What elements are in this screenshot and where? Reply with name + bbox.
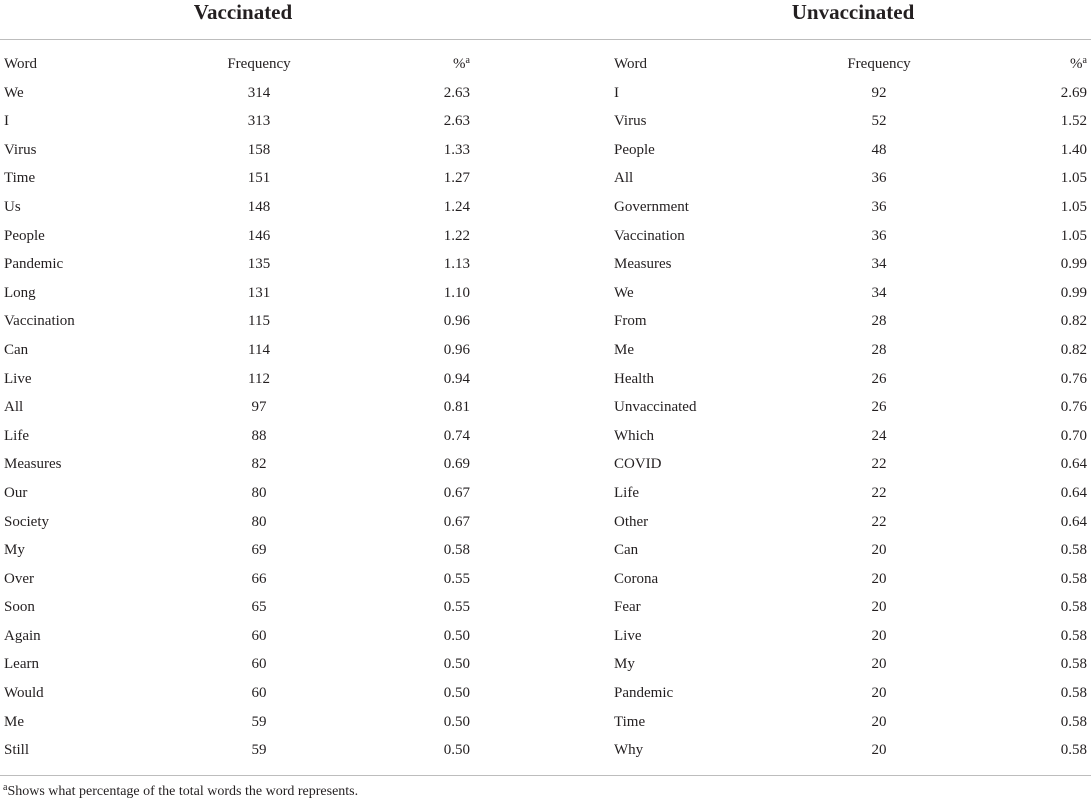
word-cell: Corona — [614, 570, 659, 587]
vaccinated-table — [4, 50, 490, 765]
word-cell: Our — [4, 484, 28, 501]
table-row — [614, 679, 1087, 708]
word-cell: Pandemic — [4, 256, 64, 273]
frequency-cell: 20 — [871, 656, 887, 673]
frequency-cell: 48 — [871, 141, 887, 158]
percent-cell: 0.58 — [1060, 685, 1087, 702]
percent-cell: 1.05 — [1060, 170, 1087, 187]
frequency-cell: 69 — [251, 542, 267, 559]
frequency-cell: 22 — [871, 484, 887, 501]
table-row — [614, 536, 1087, 565]
frequency-cell: 34 — [871, 256, 887, 273]
percent-cell: 0.58 — [443, 542, 470, 559]
frequency-cell: 115 — [248, 313, 270, 330]
table-row — [614, 393, 1087, 422]
word-cell: My — [614, 656, 635, 673]
word-cell: Vaccination — [614, 227, 685, 244]
unvaccinated-table — [614, 50, 1087, 765]
table-row — [4, 307, 490, 336]
footnote-text: Shows what percentage of the total words the word represents. — [7, 784, 359, 799]
word-cell: Government — [614, 198, 689, 215]
word-cell: Over — [4, 570, 34, 587]
frequency-cell: 80 — [251, 513, 267, 530]
percent-cell: 0.69 — [443, 456, 470, 473]
table-row — [4, 593, 490, 622]
frequency-cell: 146 — [247, 227, 271, 244]
frequency-cell: 52 — [871, 113, 887, 130]
table-row — [4, 193, 490, 222]
frequency-cell: 88 — [251, 427, 267, 444]
percent-cell: 1.40 — [1060, 141, 1087, 158]
table-row — [4, 479, 490, 508]
header-row — [4, 50, 490, 79]
percent-cell: 0.67 — [443, 484, 470, 501]
frequency-cell: 97 — [251, 399, 267, 416]
word-cell: Me — [614, 341, 634, 358]
word-cell: People — [614, 141, 655, 158]
frequency-cell: 26 — [871, 399, 887, 416]
frequency-cell: 65 — [251, 599, 267, 616]
frequency-cell: 20 — [871, 542, 887, 559]
table-row — [614, 622, 1087, 651]
frequency-cell: 112 — [248, 370, 270, 387]
percent-cell: 0.58 — [1060, 713, 1087, 730]
frequency-cell: 26 — [871, 370, 887, 387]
word-cell: Soon — [4, 599, 35, 616]
word-cell: Again — [4, 627, 41, 644]
percent-cell: 0.50 — [443, 627, 470, 644]
word-cell: Long — [4, 284, 36, 301]
table-row — [614, 708, 1087, 737]
word-cell: Still — [4, 742, 30, 759]
word-cell: Health — [614, 370, 654, 387]
percent-cell: 1.05 — [1060, 227, 1087, 244]
table-row — [4, 450, 490, 479]
footnote-marker: a — [3, 782, 8, 793]
frequency-cell: 80 — [251, 484, 267, 501]
percent-cell: 0.58 — [1060, 627, 1087, 644]
frequency-cell: 135 — [247, 256, 271, 273]
vaccinated-rows — [4, 79, 490, 765]
table-row — [614, 336, 1087, 365]
frequency-cell: 36 — [871, 198, 887, 215]
percent-cell: 0.64 — [1060, 513, 1087, 530]
percent-cell: 0.55 — [443, 599, 470, 616]
percent-cell: 0.50 — [443, 742, 470, 759]
table-footnote — [3, 783, 358, 801]
percent-cell: 0.99 — [1060, 256, 1087, 273]
table-row — [4, 708, 490, 737]
table-row — [614, 193, 1087, 222]
header-row — [614, 50, 1087, 79]
percent-cell: 0.50 — [443, 713, 470, 730]
frequency-cell: 158 — [247, 141, 271, 158]
table-row — [4, 250, 490, 279]
table-row — [614, 450, 1087, 479]
header-word: Word — [614, 56, 647, 72]
table-row — [4, 107, 490, 136]
frequency-cell: 59 — [251, 713, 267, 730]
percent-cell: 0.64 — [1060, 456, 1087, 473]
table-row — [614, 307, 1087, 336]
frequency-cell: 60 — [251, 685, 267, 702]
table-row — [4, 365, 490, 394]
table-row — [614, 508, 1087, 537]
frequency-cell: 22 — [871, 513, 887, 530]
header-percent — [453, 50, 470, 79]
word-cell: Measures — [4, 456, 62, 473]
word-cell: Life — [4, 427, 29, 444]
table-row — [4, 508, 490, 537]
percent-cell: 0.81 — [443, 399, 470, 416]
table-row — [4, 536, 490, 565]
percent-cell: 2.63 — [443, 84, 470, 101]
word-cell: Unvaccinated — [614, 399, 697, 416]
percent-cell: 1.05 — [1060, 198, 1087, 215]
percent-cell: 0.67 — [443, 513, 470, 530]
percent-cell: 0.96 — [443, 313, 470, 330]
frequency-cell: 20 — [871, 570, 887, 587]
word-cell: I — [614, 84, 619, 101]
percent-cell: 0.96 — [443, 341, 470, 358]
word-cell: Other — [614, 513, 649, 530]
percent-cell: 0.55 — [443, 570, 470, 587]
frequency-cell: 28 — [871, 341, 887, 358]
frequency-cell: 24 — [871, 427, 887, 444]
frequency-cell: 114 — [248, 341, 270, 358]
top-rule — [0, 39, 1091, 40]
table-row — [614, 593, 1087, 622]
percent-cell: 0.58 — [1060, 542, 1087, 559]
percent-cell: 0.58 — [1060, 656, 1087, 673]
header-percent-footnote-marker: a — [465, 55, 470, 66]
table-row — [614, 479, 1087, 508]
word-cell: Pandemic — [614, 685, 674, 702]
frequency-cell: 92 — [871, 84, 887, 101]
word-cell: Time — [614, 713, 646, 730]
percent-cell: 0.76 — [1060, 370, 1087, 387]
table-row — [614, 136, 1087, 165]
percent-cell: 1.27 — [443, 170, 470, 187]
bottom-rule — [0, 775, 1091, 776]
table-row — [614, 250, 1087, 279]
frequency-cell: 22 — [871, 456, 887, 473]
frequency-cell: 314 — [247, 84, 271, 101]
percent-cell: 1.33 — [443, 141, 470, 158]
header-percent-label: % — [1070, 56, 1083, 72]
table-row — [4, 279, 490, 308]
table-row — [614, 365, 1087, 394]
header-frequency: Frequency — [227, 56, 291, 72]
word-cell: Measures — [614, 256, 672, 273]
word-cell: COVID — [614, 456, 662, 473]
percent-cell: 0.74 — [443, 427, 470, 444]
word-cell: Us — [4, 198, 21, 215]
percent-cell: 0.50 — [443, 656, 470, 673]
frequency-cell: 36 — [871, 227, 887, 244]
percent-cell: 2.69 — [1060, 84, 1087, 101]
word-cell: Would — [4, 685, 44, 702]
frequency-cell: 60 — [251, 656, 267, 673]
table-row — [4, 79, 490, 108]
table-row — [614, 164, 1087, 193]
header-frequency: Frequency — [847, 56, 911, 72]
frequency-cell: 66 — [251, 570, 267, 587]
word-cell: My — [4, 542, 25, 559]
table-row — [4, 679, 490, 708]
word-cell: Fear — [614, 599, 641, 616]
frequency-cell: 20 — [871, 713, 887, 730]
percent-cell: 0.82 — [1060, 313, 1087, 330]
frequency-cell: 20 — [871, 599, 887, 616]
frequency-cell: 151 — [247, 170, 271, 187]
word-cell: Can — [614, 542, 639, 559]
table-row — [4, 336, 490, 365]
header-percent — [1070, 50, 1087, 79]
word-cell: Live — [614, 627, 642, 644]
word-cell: Virus — [4, 141, 37, 158]
word-cell: Learn — [4, 656, 39, 673]
table-row — [614, 565, 1087, 594]
frequency-cell: 34 — [871, 284, 887, 301]
percent-cell: 0.58 — [1060, 570, 1087, 587]
frequency-cell: 313 — [247, 113, 271, 130]
vaccinated-title: Vaccinated — [193, 0, 293, 24]
word-cell: We — [4, 84, 24, 101]
word-cell: I — [4, 113, 9, 130]
percent-cell: 0.99 — [1060, 284, 1087, 301]
percent-cell: 0.70 — [1060, 427, 1087, 444]
frequency-cell: 20 — [871, 627, 887, 644]
frequency-cell: 28 — [871, 313, 887, 330]
table-row — [4, 422, 490, 451]
frequency-cell: 60 — [251, 627, 267, 644]
table-row — [614, 650, 1087, 679]
word-cell: Life — [614, 484, 639, 501]
table-row — [4, 136, 490, 165]
percent-cell: 1.22 — [443, 227, 470, 244]
unvaccinated-rows — [614, 79, 1087, 765]
table-row — [614, 279, 1087, 308]
frequency-cell: 131 — [247, 284, 271, 301]
frequency-cell: 20 — [871, 685, 887, 702]
percent-cell: 0.82 — [1060, 341, 1087, 358]
table-row — [4, 650, 490, 679]
word-cell: All — [614, 170, 634, 187]
word-cell: From — [614, 313, 647, 330]
header-percent-label: % — [453, 56, 466, 72]
percent-cell: 0.64 — [1060, 484, 1087, 501]
percent-cell: 0.58 — [1060, 742, 1087, 759]
percent-cell: 1.10 — [443, 284, 470, 301]
table-row — [4, 222, 490, 251]
table-row — [4, 565, 490, 594]
word-cell: Vaccination — [4, 313, 75, 330]
frequency-cell: 20 — [871, 742, 887, 759]
table-row — [614, 736, 1087, 765]
frequency-cell: 36 — [871, 170, 887, 187]
table-row — [614, 422, 1087, 451]
table-row — [614, 79, 1087, 108]
frequency-cell: 82 — [251, 456, 267, 473]
word-cell: All — [4, 399, 24, 416]
word-cell: Time — [4, 170, 36, 187]
percent-cell: 1.13 — [443, 256, 470, 273]
frequency-cell: 59 — [251, 742, 267, 759]
unvaccinated-title: Unvaccinated — [791, 0, 915, 24]
percent-cell: 2.63 — [443, 113, 470, 130]
word-cell: Which — [614, 427, 654, 444]
word-cell: Live — [4, 370, 32, 387]
percent-cell: 0.58 — [1060, 599, 1087, 616]
header-percent-footnote-marker: a — [1082, 55, 1087, 66]
percent-cell: 0.94 — [443, 370, 470, 387]
table-row — [614, 222, 1087, 251]
percent-cell: 1.24 — [443, 198, 470, 215]
header-word: Word — [4, 56, 37, 72]
table-row — [4, 164, 490, 193]
word-cell: Virus — [614, 113, 647, 130]
table-row — [4, 393, 490, 422]
word-cell: People — [4, 227, 45, 244]
word-cell: We — [614, 284, 634, 301]
table-row — [4, 736, 490, 765]
word-cell: Why — [614, 742, 644, 759]
table-row — [614, 107, 1087, 136]
table-row — [4, 622, 490, 651]
percent-cell: 0.76 — [1060, 399, 1087, 416]
percent-cell: 0.50 — [443, 685, 470, 702]
word-cell: Society — [4, 513, 49, 530]
frequency-cell: 148 — [247, 198, 271, 215]
percent-cell: 1.52 — [1060, 113, 1087, 130]
word-cell: Me — [4, 713, 24, 730]
word-cell: Can — [4, 341, 29, 358]
